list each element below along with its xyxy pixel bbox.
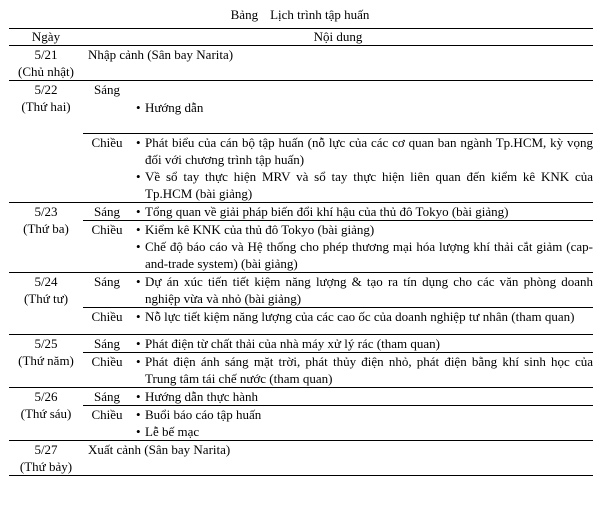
weekday-text: (Chủ nhật): [18, 64, 74, 79]
bullet-icon: •: [136, 389, 141, 404]
date-cell: [9, 203, 83, 273]
content-cell: [131, 134, 593, 203]
bullet-icon: •: [136, 309, 141, 324]
header-date: Ngày: [9, 29, 83, 46]
list-item: • Nỗ lực tiết kiệm năng lượng của các cao ốc của doanh nghiệp tư nhân (tham quan): [136, 309, 575, 324]
content-text: Nhập cảnh (Sân bay Narita): [88, 47, 234, 62]
list-item: • Tổng quan về giải pháp biến đổi khí hậu của thủ đô Tokyo (bài giảng): [136, 204, 509, 219]
content-cell: [131, 81, 593, 134]
list-item: • Buổi báo cáo tập huấn: [136, 407, 262, 422]
day-row-0524: [9, 273, 593, 308]
bullet-icon: •: [136, 407, 141, 422]
day-row-0525: [9, 335, 593, 353]
session-row: [9, 134, 593, 203]
list-item: • Phát biểu của cán bộ tập huấn (nỗ lực của các cơ quan ban ngành Tp.HCM, kỳ vọng đối với chương trình tập huấn): [136, 135, 593, 167]
session-row: [9, 221, 593, 273]
date-text: 5/26: [34, 389, 58, 404]
bullet-icon: •: [136, 99, 141, 115]
weekday-text: (Thứ ba): [23, 221, 69, 236]
session-label: Sáng: [83, 81, 131, 134]
list-item: • Chế độ báo cáo và Hệ thống cho phép thương mại hóa lượng khí thải cắt giảm (cap-and-trade system) (bài giảng): [136, 239, 593, 271]
content-cell: [83, 441, 593, 476]
bullet-icon: •: [136, 354, 141, 369]
date-cell: [9, 335, 83, 388]
session-row: [9, 308, 593, 335]
date-text: 5/24: [34, 274, 58, 289]
weekday-text: (Thứ bảy): [19, 459, 73, 474]
session-label: Chiều: [83, 221, 131, 273]
content-cell: [131, 353, 593, 388]
session-label: Sáng: [83, 273, 131, 308]
content-cell: [131, 388, 593, 406]
bullet-icon: •: [136, 204, 141, 219]
list-item: • Kiểm kê KNK của thủ đô Tokyo (bài giảng): [136, 222, 375, 237]
date-text: 5/22: [34, 82, 58, 97]
session-label: Chiều: [83, 134, 131, 203]
content-cell: [131, 221, 593, 273]
weekday-text: (Thứ sáu): [20, 406, 72, 421]
date-text: 5/23: [34, 204, 58, 219]
session-row: [9, 406, 593, 441]
table-caption: [0, 0, 600, 24]
list-item: • Lễ bế mạc: [136, 424, 200, 439]
content-text: Xuất cảnh (Sân bay Narita): [88, 442, 231, 457]
content-cell: [83, 46, 593, 81]
bullet-icon: •: [136, 169, 141, 184]
session-label: Chiều: [83, 406, 131, 441]
date-text: 5/25: [34, 336, 58, 351]
header-content: Nội dung: [83, 29, 593, 46]
header-row: [9, 29, 593, 46]
session-label: Sáng: [83, 388, 131, 406]
list-item: • Về sổ tay thực hiện MRV và sổ tay thực hiện liên quan đến kiểm kê KNK của Tp.HCM (bài giảng): [136, 169, 593, 201]
content-cell: [131, 406, 593, 441]
date-cell: [9, 273, 83, 335]
date-cell: [9, 46, 83, 81]
caption-title: Lịch trình tập huấn: [270, 7, 370, 22]
bullet-icon: •: [136, 274, 141, 289]
weekday-text: (Thứ năm): [18, 353, 74, 368]
session-label: Chiều: [83, 308, 131, 335]
day-row-0522: [9, 81, 593, 134]
day-row-0521: [9, 46, 593, 81]
date-cell: [9, 441, 83, 476]
schedule-table: [9, 28, 593, 476]
bullet-icon: •: [136, 336, 141, 351]
session-label: Chiều: [83, 353, 131, 388]
bullet-icon: •: [136, 424, 141, 439]
date-text: 5/21: [34, 47, 58, 62]
day-row-0523: [9, 203, 593, 221]
date-text: 5/27: [34, 442, 58, 457]
session-label: Sáng: [83, 335, 131, 353]
list-item: • Phát điện ánh sáng mặt trời, phát thủy điện nhỏ, phát điện bằng khí sinh học của Trung tâm tái chế nước (tham quan): [136, 354, 593, 386]
content-cell: [131, 335, 593, 353]
weekday-text: (Thứ tư): [23, 291, 69, 306]
list-item: • Hướng dẫn: [136, 99, 204, 115]
caption-label: Bảng: [230, 7, 259, 22]
bullet-icon: •: [136, 222, 141, 237]
list-item: • Hướng dẫn thực hành: [136, 389, 259, 404]
session-label: Sáng: [83, 203, 131, 221]
date-cell: [9, 81, 83, 203]
weekday-text: (Thứ hai): [21, 99, 71, 114]
content-cell: [131, 203, 593, 221]
date-cell: [9, 388, 83, 441]
list-item: • Dự án xúc tiến tiết kiệm năng lượng & tạo ra tín dụng cho các văn phòng doanh nghiệp vừa và nhỏ (bài giảng): [136, 274, 593, 306]
content-cell: [131, 308, 593, 335]
content-cell: [131, 273, 593, 308]
session-row: [9, 353, 593, 388]
day-row-0527: [9, 441, 593, 476]
day-row-0526: [9, 388, 593, 406]
list-item: • Phát điện từ chất thải của nhà máy xử lý rác (tham quan): [136, 336, 440, 351]
bullet-icon: •: [136, 135, 141, 150]
bullet-icon: •: [136, 239, 141, 254]
